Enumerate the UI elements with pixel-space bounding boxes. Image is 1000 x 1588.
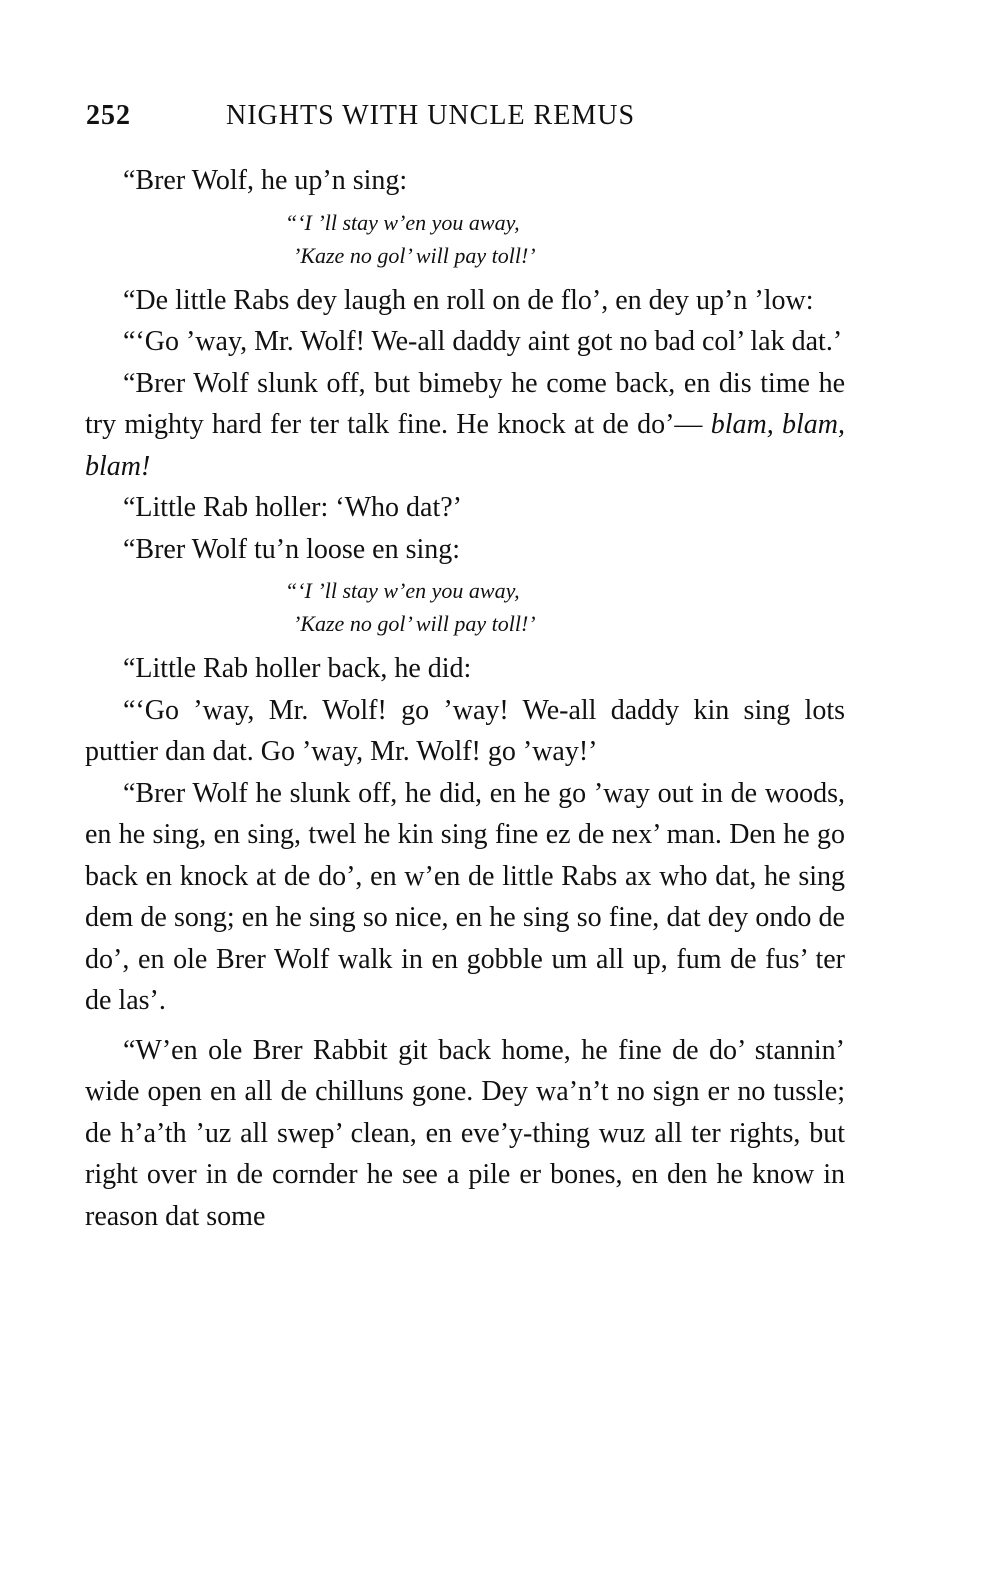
paragraph-4-emphasis: blam, blam, blam! bbox=[85, 409, 845, 482]
verse-2-line-1: “‘I ’ll stay w’en you away, bbox=[285, 578, 520, 603]
paragraph-4-text: “Brer Wolf slunk off, but bimeby he come back, en dis time he try mighty hard fer ter talk fine. He knock at de do’— bbox=[85, 367, 845, 440]
paragraph-7: “Little Rab holler back, he did: bbox=[123, 653, 472, 684]
paragraph-5: “Little Rab holler: ‘Who dat?’ bbox=[123, 492, 462, 523]
verse-2-line-2: ’Kaze no gol’ will pay toll!’ bbox=[293, 611, 536, 636]
verse-2 bbox=[85, 574, 845, 640]
body-text bbox=[85, 160, 845, 1237]
verse-1-line-1: “‘I ’ll stay w’en you away, bbox=[285, 209, 520, 235]
page-number: 252 bbox=[86, 100, 131, 131]
paragraph-8: “‘Go ’way, Mr. Wolf! go ’way! We-all daddy kin sing lots puttier dan dat. Go ’way, Mr. Wolf! go ’way!’ bbox=[85, 694, 845, 767]
paragraph-9: “Brer Wolf he slunk off, he did, en he go ’way out in de woods, en he sing, en sing, twel he kin sing fine ez de nex’ man. Den he go back en knock at de do’, en w’en de little Rabs ax who dat, he sing dem de song; en he sing so nice, en he sing so fine, dat dey ondo de do’, en ole Brer Wolf walk in en gobble um all up, fum de fus’ ter de las’. bbox=[85, 777, 845, 1016]
running-header bbox=[86, 96, 786, 136]
paragraph-3: “‘Go ’way, Mr. Wolf! We-all daddy aint got no bad col’ lak dat.’ bbox=[123, 326, 843, 357]
paragraph-10: “W’en ole Brer Rabbit git back home, he fine de do’ stannin’ wide open en all de chilluns gone. Dey wa’n’t no sign er no tussle; de h’a’th ’uz all swep’ clean, en eve’y-thing wuz all ter rights, but right over in de cornder he see a pile er bones, en den he know in reason dat some bbox=[85, 1034, 845, 1232]
paragraph-2: “De little Rabs dey laugh en roll on de flo’, en dey up’n ’low: bbox=[123, 284, 814, 316]
paragraph-1: “Brer Wolf, he up’n sing: bbox=[123, 165, 408, 196]
paragraph-6: “Brer Wolf tu’n loose en sing: bbox=[123, 533, 461, 565]
running-title: NIGHTS WITH UNCLE REMUS bbox=[226, 100, 636, 131]
paragraph-4 bbox=[85, 363, 845, 488]
verse-1 bbox=[85, 206, 845, 272]
verse-1-line-2: ’Kaze no gol’ will pay toll!’ bbox=[293, 242, 536, 268]
